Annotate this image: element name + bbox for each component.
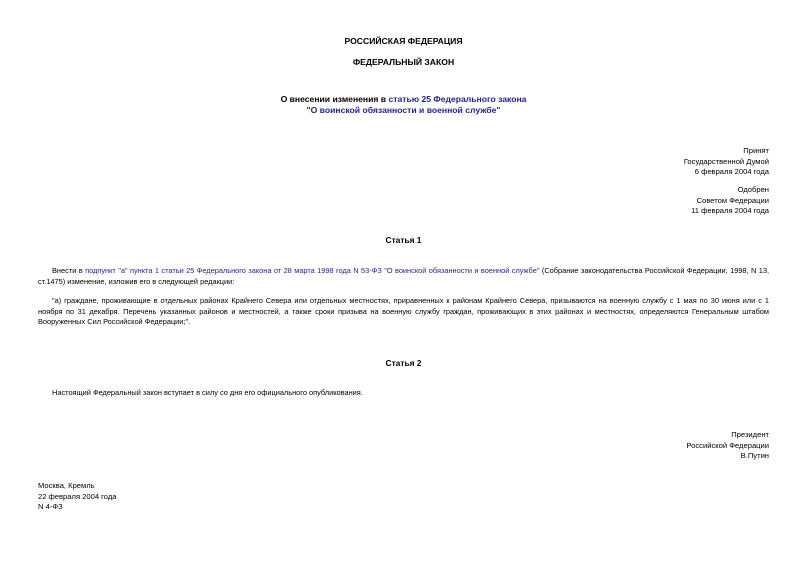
law-title-link-2[interactable]: "О воинской обязанности и военной службе" (306, 105, 501, 115)
article-1-p1-prefix: Внести в (52, 266, 86, 275)
document-type-heading: ФЕДЕРАЛЬНЫЙ ЗАКОН (352, 57, 455, 67)
approved-body: Советом Федерации (696, 195, 769, 205)
accepted-label: Принят (743, 146, 769, 155)
accepted-body: Государственной Думой (683, 156, 769, 166)
article-1-title: Статья 1 (385, 235, 422, 245)
article-2-title: Статья 2 (385, 358, 422, 368)
signature-title: Президент (731, 430, 769, 439)
signing-details (38, 481, 116, 513)
approved-label: Одобрен (737, 185, 769, 194)
accepted-date: 6 февраля 2004 года (694, 167, 769, 177)
country-heading: РОССИЙСКАЯ ФЕДЕРАЦИЯ (344, 36, 463, 46)
signature-block (686, 430, 769, 462)
signing-place: Москва, Кремль (38, 481, 95, 490)
article-1-p1-suffix: (Собрание законодательства Российской Федерации, 1998, N 13, ст.1475) изменение, изложив его в следующей редакции: (38, 266, 769, 286)
article-1-p2-text: "а) граждане, проживающие в отдельных районах Крайнего Севера или отдельных местностях, приравненных к районам Крайнего Севера, призываются на военную службу с 1 мая по 30 июня или с 1 ноября по 31 декабря. Перечень указанных районов и местностей, а также сроки призыва на военную службу граждан, проживающих в этих районах и местностях, определяются Генеральным штабом Вооруженных Сил Российской Федерации;". (38, 296, 769, 327)
signature-country: Российской Федерации (686, 440, 769, 450)
article-1-paragraph-2 (38, 296, 769, 328)
approved-date: 11 февраля 2004 года (691, 206, 769, 216)
law-title (0, 94, 807, 116)
signing-date: 22 февраля 2004 года (38, 491, 117, 501)
law-number: N 4-ФЗ (38, 502, 63, 512)
law-title-link[interactable]: статью 25 Федерального закона (388, 94, 527, 104)
article-1-paragraph-1 (38, 266, 769, 287)
article-2-p1-text: Настоящий Федеральный закон вступает в силу со дня его официального опубликования. (52, 388, 363, 397)
amended-subparagraph-link[interactable]: подпункт "а" пункта 1 статьи 25 Федерального закона от 28 марта 1998 года N 53-ФЗ "О воинской обязанности и военной службе" (85, 266, 540, 275)
signature-name: В.Путин (740, 451, 769, 461)
law-title-prefix: О внесении изменения в (280, 94, 389, 104)
article-2-paragraph-1 (38, 388, 769, 399)
approved-block (691, 185, 769, 217)
accepted-block (684, 146, 769, 178)
